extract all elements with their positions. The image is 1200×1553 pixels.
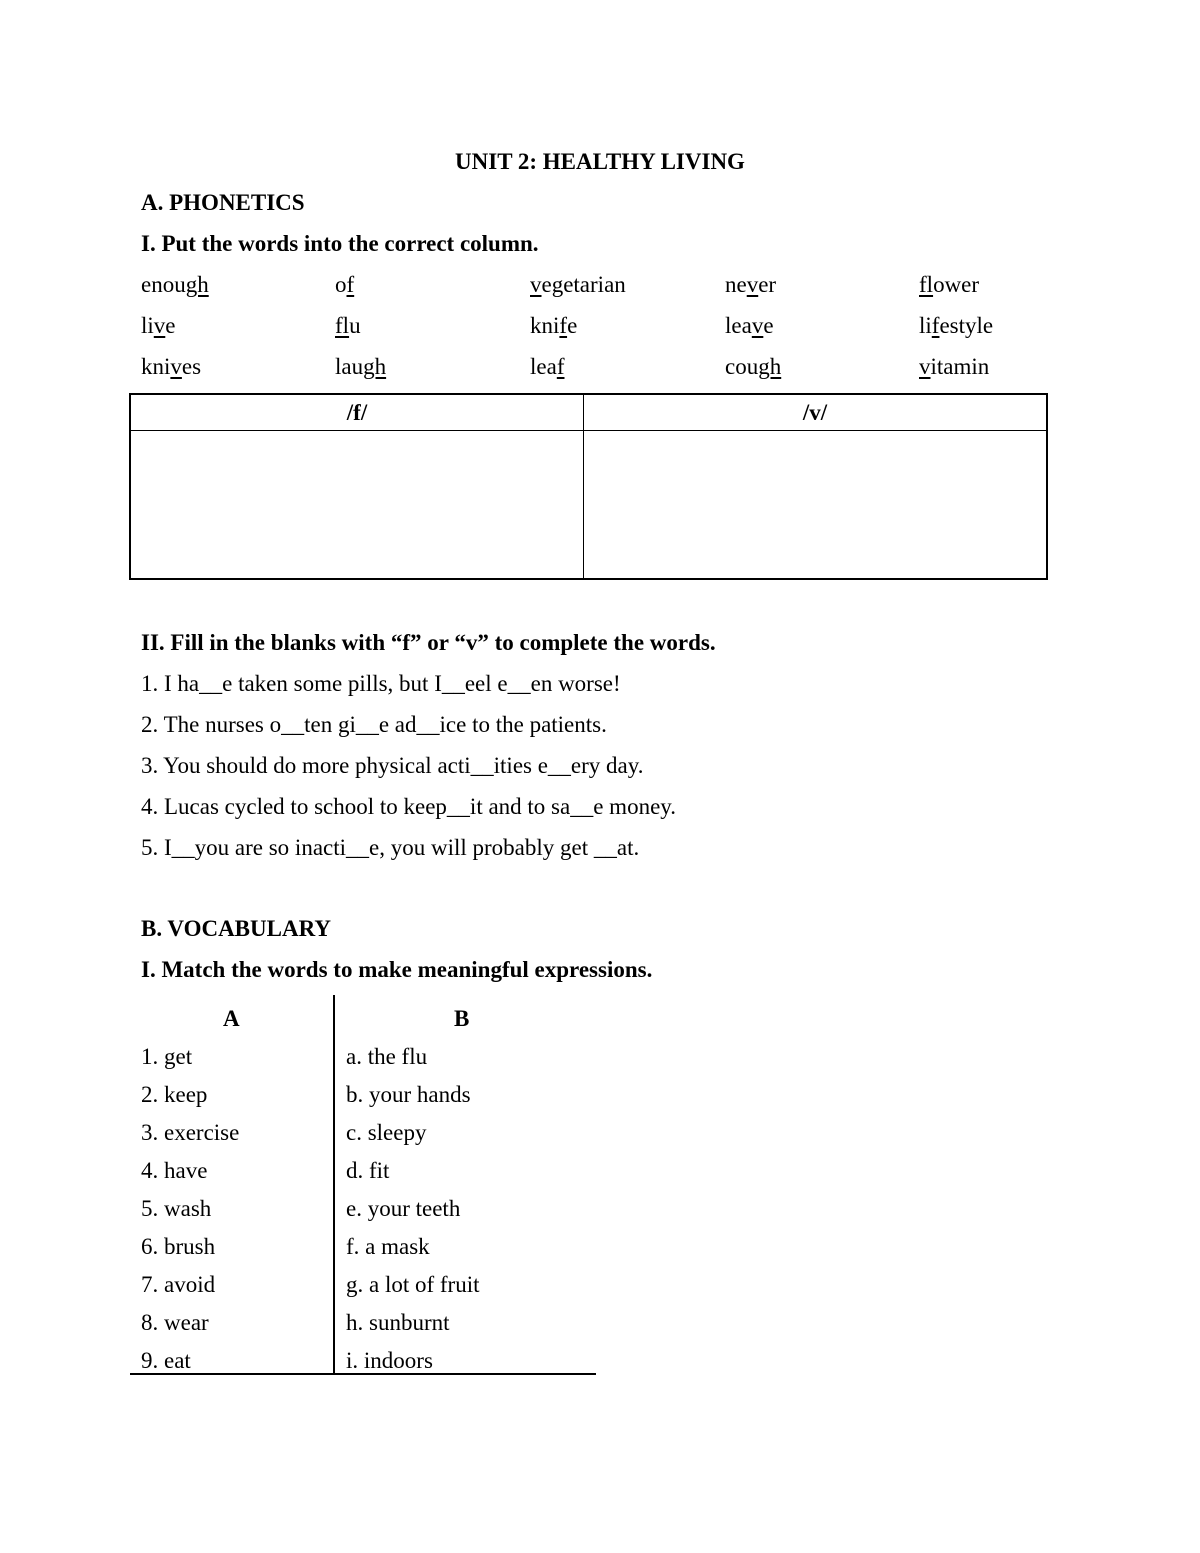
sentence-3: 3. You should do more physical acti__ities e__ery day.	[141, 753, 644, 778]
word-item: cough	[725, 354, 782, 379]
sentence-4: 4. Lucas cycled to school to keep__it and to sa__e money.	[141, 794, 677, 819]
underlined-sound: v	[746, 272, 759, 297]
section-a-heading: A. PHONETICS	[141, 190, 305, 215]
column-header-v: /v/	[584, 394, 1048, 431]
word-item: of	[335, 272, 355, 297]
match-item-a: 2. keep	[141, 1082, 208, 1107]
match-row	[130, 1157, 596, 1195]
match-item-b: d. fit	[346, 1158, 390, 1183]
match-row	[130, 1119, 596, 1157]
underlined-sound: fl	[335, 313, 350, 338]
task-a1-instruction: I. Put the words into the correct column.	[141, 231, 539, 256]
word-item: never	[725, 272, 777, 297]
word-grid	[141, 271, 1101, 394]
match-row	[130, 1271, 596, 1309]
match-row	[130, 1043, 596, 1081]
match-item-a: 7. avoid	[141, 1272, 216, 1297]
task-b1-instruction: I. Match the words to make meaningful expressions.	[141, 957, 653, 982]
underlined-sound: gh	[363, 354, 387, 379]
fill-in-sentences	[141, 670, 676, 875]
word-item: vitamin	[919, 354, 990, 379]
match-item-b: e. your teeth	[346, 1196, 461, 1221]
match-item-b: b. your hands	[346, 1082, 471, 1107]
word-item: knife	[530, 313, 578, 338]
word-item: enough	[141, 272, 209, 297]
word-item: leave	[725, 313, 774, 338]
match-item-b: h. sunburnt	[346, 1310, 450, 1335]
match-row	[130, 1233, 596, 1271]
word-item: leaf	[530, 354, 565, 379]
word-item: flu	[335, 313, 361, 338]
underlined-sound: v	[530, 272, 542, 297]
underlined-sound: fl	[919, 272, 934, 297]
match-row	[130, 1195, 596, 1233]
word-item: knives	[141, 354, 202, 379]
answer-cell-v[interactable]	[584, 431, 1048, 580]
column-a-header: A	[223, 1006, 240, 1031]
word-item: laugh	[335, 354, 387, 379]
match-item-b: a. the flu	[346, 1044, 428, 1069]
match-item-a: 1. get	[141, 1044, 193, 1069]
match-item-a: 9. eat	[141, 1348, 191, 1373]
column-b-header: B	[454, 1006, 470, 1031]
underlined-sound: v	[751, 313, 764, 338]
match-item-a: 8. wear	[141, 1310, 209, 1335]
match-item-a: 3. exercise	[141, 1120, 240, 1145]
matching-table	[130, 995, 596, 1375]
match-item-a: 4. have	[141, 1158, 208, 1183]
underlined-sound: f	[559, 313, 568, 338]
underlined-sound: v	[153, 313, 166, 338]
underlined-sound: f	[556, 354, 565, 379]
match-item-b: g. a lot of fruit	[346, 1272, 480, 1297]
task-a2-instruction: II. Fill in the blanks with “f” or “v” to complete the words.	[141, 630, 716, 655]
word-row	[141, 353, 1101, 394]
match-item-b: f. a mask	[346, 1234, 430, 1259]
match-item-b: i. indoors	[346, 1348, 433, 1373]
match-item-a: 6. brush	[141, 1234, 216, 1259]
word-row	[141, 271, 1101, 312]
section-b-heading: B. VOCABULARY	[141, 916, 331, 941]
word-item: vegetarian	[530, 272, 626, 297]
match-item-a: 5. wash	[141, 1196, 212, 1221]
word-item: flower	[919, 272, 980, 297]
column-header-f: /f/	[130, 394, 584, 431]
underlined-sound: v	[170, 354, 182, 379]
sound-sort-table	[129, 393, 1048, 580]
match-item-b: c. sleepy	[346, 1120, 427, 1145]
underlined-sound: gh	[758, 354, 782, 379]
underlined-sound: v	[919, 354, 931, 379]
underlined-sound: gh	[185, 272, 209, 297]
word-item: live	[141, 313, 176, 338]
underlined-sound: f	[346, 272, 355, 297]
sentence-5: 5. I__you are so inacti__e, you will probably get __at.	[141, 835, 640, 860]
match-row	[130, 1081, 596, 1119]
matching-rows	[130, 1043, 596, 1385]
answer-cell-f[interactable]	[130, 431, 584, 580]
word-item: lifestyle	[919, 313, 994, 338]
match-row	[130, 1347, 596, 1385]
sentence-1: 1. I ha__e taken some pills, but I__eel e__en worse!	[141, 671, 621, 696]
word-row	[141, 312, 1101, 353]
page-title: UNIT 2: HEALTHY LIVING	[455, 149, 745, 174]
sentence-2: 2. The nurses o__ten gi__e ad__ice to the patients.	[141, 712, 607, 737]
underlined-sound: f	[931, 313, 940, 338]
match-row	[130, 1309, 596, 1347]
